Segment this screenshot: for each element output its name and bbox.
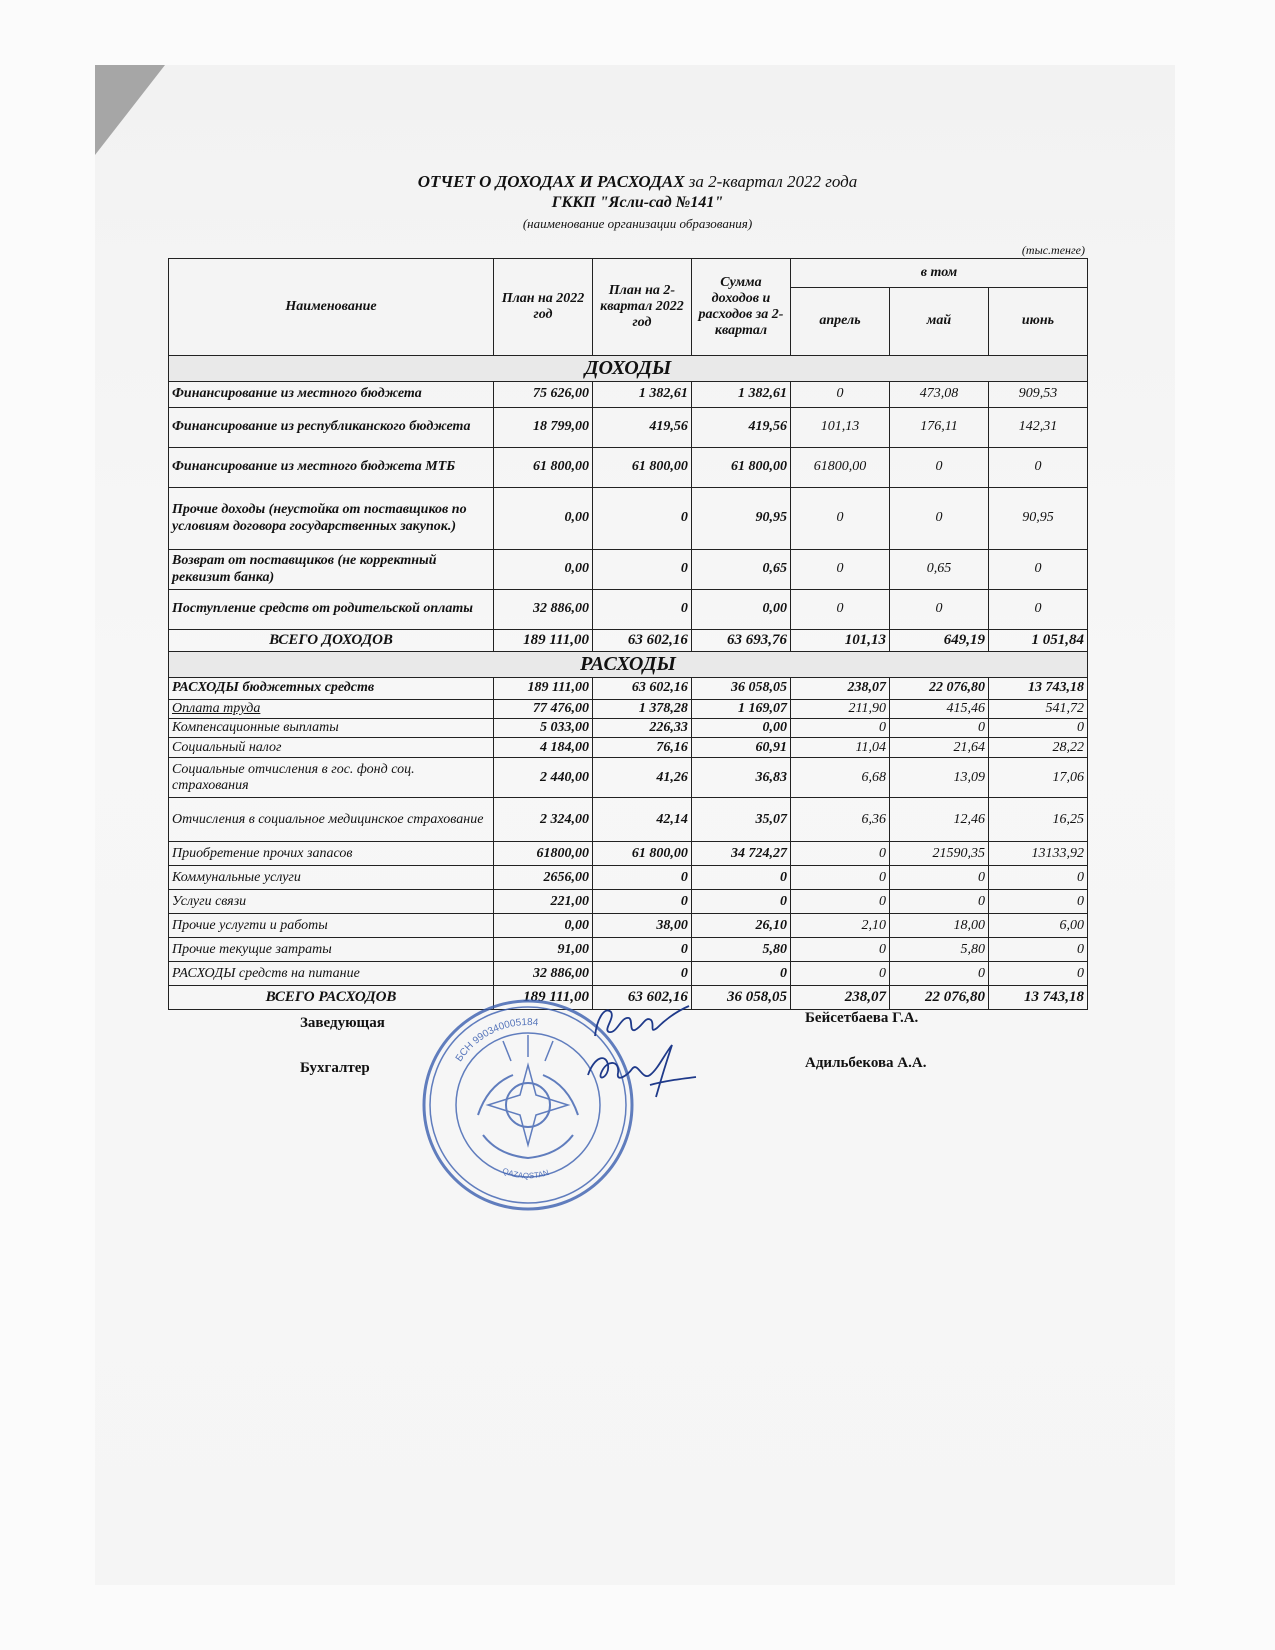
organization-name: ГККП "Ясли-сад №141" [551, 194, 724, 211]
cell-plan-quarter: 41,26 [592, 758, 691, 798]
cell-sum: 36 058,05 [691, 678, 790, 700]
cell-plan-quarter: 0 [592, 550, 691, 590]
cell-plan-year: 77 476,00 [494, 700, 593, 719]
table-row [169, 938, 1088, 962]
cell-sum: 90,95 [691, 488, 790, 550]
cell-june: 909,53 [988, 382, 1087, 408]
cell-plan-quarter: 61 800,00 [592, 448, 691, 488]
row-name-bold: РАСХОДЫ [172, 680, 239, 696]
cell-june: 0 [988, 550, 1087, 590]
cell-april: 238,07 [791, 986, 890, 1010]
head-name: Бейсетбаева Г.А. [805, 1010, 919, 1026]
expense-section-row [169, 652, 1088, 678]
cell-april: 0 [791, 962, 890, 986]
cell-may: 0,65 [890, 550, 989, 590]
cell-may: 12,46 [890, 798, 989, 842]
cell-plan-quarter: 38,00 [592, 914, 691, 938]
cell-april: 211,90 [791, 700, 890, 719]
income-total-row [169, 630, 1088, 652]
seal-country-text: QAZAQSTAN [501, 1166, 550, 1181]
cell-plan-quarter: 0 [592, 962, 691, 986]
cell-june: 0 [988, 938, 1087, 962]
header-including: в том [791, 259, 1088, 288]
cell-april: 0 [791, 938, 890, 962]
cell-plan-year: 5 033,00 [494, 719, 593, 738]
header-may: май [890, 288, 989, 356]
cell-plan-quarter: 76,16 [592, 738, 691, 758]
cell-plan-year: 189 111,00 [494, 678, 593, 700]
row-name: Финансирование из местного бюджета [169, 382, 494, 408]
income-section-title: ДОХОДЫ [169, 356, 1088, 382]
cell-sum: 0 [691, 890, 790, 914]
cell-june: 0 [988, 890, 1087, 914]
row-name: Социальный налог [169, 738, 494, 758]
cell-plan-year: 221,00 [494, 890, 593, 914]
cell-plan-year: 61 800,00 [494, 448, 593, 488]
head-label: Заведующая [300, 1015, 385, 1031]
cell-plan-quarter: 1 378,28 [592, 700, 691, 719]
row-name: Отчисления в социальное медицинское страхование [169, 798, 494, 842]
row-name: Услуги связи [169, 890, 494, 914]
cell-may: 0 [890, 962, 989, 986]
organization-caption: (наименование организации образования) [522, 216, 753, 231]
row-name: Прочие текущие затраты [169, 938, 494, 962]
svg-text:QAZAQSTAN [501, 1166, 550, 1180]
header-plan-year: План на 2022 год [494, 259, 593, 356]
cell-plan-quarter: 63 602,16 [592, 678, 691, 700]
row-name: Возврат от поставщиков (не корректный реквизит банка) [169, 550, 494, 590]
cell-april: 101,13 [791, 630, 890, 652]
budget-expense-row [169, 678, 1088, 700]
cell-april: 0 [791, 719, 890, 738]
cell-may: 13,09 [890, 758, 989, 798]
header-june: июнь [988, 288, 1087, 356]
cell-may: 5,80 [890, 938, 989, 962]
cell-plan-year: 32 886,00 [494, 590, 593, 630]
table-row [169, 758, 1088, 798]
cell-plan-year: 91,00 [494, 938, 593, 962]
row-name: Прочие доходы (неустойка от поставщиков по условиям договора государственных закупок.) [169, 488, 494, 550]
cell-plan-quarter: 42,14 [592, 798, 691, 842]
cell-may: 0 [890, 590, 989, 630]
cell-plan-quarter: 1 382,61 [592, 382, 691, 408]
cell-may: 18,00 [890, 914, 989, 938]
cell-sum: 63 693,76 [691, 630, 790, 652]
cell-may: 21590,35 [890, 842, 989, 866]
cell-sum: 60,91 [691, 738, 790, 758]
row-name: Оплата труда [169, 700, 494, 719]
cell-june: 13133,92 [988, 842, 1087, 866]
header-name: Наименование [169, 259, 494, 356]
cell-april: 101,13 [791, 408, 890, 448]
table-row [169, 382, 1088, 408]
cell-june: 541,72 [988, 700, 1087, 719]
cell-may: 0 [890, 488, 989, 550]
cell-plan-year: 0,00 [494, 550, 593, 590]
cell-april: 6,68 [791, 758, 890, 798]
cell-june: 0 [988, 719, 1087, 738]
cell-sum: 36,83 [691, 758, 790, 798]
cell-plan-quarter: 0 [592, 590, 691, 630]
cell-may: 415,46 [890, 700, 989, 719]
cell-june: 28,22 [988, 738, 1087, 758]
cell-plan-quarter: 63 602,16 [592, 986, 691, 1010]
row-name: Прочие услугти и работы [169, 914, 494, 938]
cell-plan-quarter: 419,56 [592, 408, 691, 448]
income-section-row [169, 356, 1088, 382]
row-name-rest: бюджетных средств [239, 680, 375, 696]
row-name: Коммунальные услуги [169, 866, 494, 890]
row-name: РАСХОДЫ средств на питание [169, 962, 494, 986]
cell-june: 0 [988, 866, 1087, 890]
row-name: ВСЕГО ДОХОДОВ [169, 630, 494, 652]
cell-june: 142,31 [988, 408, 1087, 448]
cell-sum: 36 058,05 [691, 986, 790, 1010]
header-plan-quarter: План на 2-квартал 2022 год [592, 259, 691, 356]
accountant-signature-icon [580, 1035, 700, 1105]
report-title-block [0, 172, 1275, 232]
table-row [169, 408, 1088, 448]
cell-may: 21,64 [890, 738, 989, 758]
report-title-main: ОТЧЕТ О ДОХОДАХ И РАСХОДАХ [417, 172, 685, 191]
cell-plan-quarter: 61 800,00 [592, 842, 691, 866]
table-row [169, 590, 1088, 630]
cell-plan-year: 0,00 [494, 488, 593, 550]
cell-plan-quarter: 63 602,16 [592, 630, 691, 652]
row-name: Финансирование из республиканского бюджета [169, 408, 494, 448]
row-name: Поступление средств от родительской оплаты [169, 590, 494, 630]
cell-may: 22 076,80 [890, 986, 989, 1010]
cell-sum: 26,10 [691, 914, 790, 938]
header-april: апрель [791, 288, 890, 356]
cell-april: 0 [791, 890, 890, 914]
cell-sum: 0 [691, 962, 790, 986]
cell-sum: 0,00 [691, 719, 790, 738]
table-row [169, 890, 1088, 914]
cell-sum: 1 169,07 [691, 700, 790, 719]
cell-june: 1 051,84 [988, 630, 1087, 652]
cell-may: 176,11 [890, 408, 989, 448]
cell-april: 6,36 [791, 798, 890, 842]
cell-sum: 0 [691, 866, 790, 890]
cell-sum: 1 382,61 [691, 382, 790, 408]
folded-corner [95, 65, 165, 155]
cell-plan-year: 32 886,00 [494, 962, 593, 986]
cell-plan-year: 4 184,00 [494, 738, 593, 758]
table-row [169, 738, 1088, 758]
cell-sum: 61 800,00 [691, 448, 790, 488]
table-header-row [169, 259, 1088, 288]
cell-plan-quarter: 0 [592, 938, 691, 962]
table-row [169, 842, 1088, 866]
cell-june: 13 743,18 [988, 986, 1087, 1010]
cell-may: 649,19 [890, 630, 989, 652]
cell-sum: 0,65 [691, 550, 790, 590]
cell-june: 6,00 [988, 914, 1087, 938]
cell-sum: 419,56 [691, 408, 790, 448]
cell-june: 0 [988, 590, 1087, 630]
cell-april: 61800,00 [791, 448, 890, 488]
cell-may: 0 [890, 890, 989, 914]
income-expense-table [168, 258, 1088, 1010]
cell-april: 0 [791, 866, 890, 890]
cell-april: 0 [791, 488, 890, 550]
table-row [169, 798, 1088, 842]
cell-plan-year: 189 111,00 [494, 630, 593, 652]
header-sum: Сумма доходов и расходов за 2-квартал [691, 259, 790, 356]
row-name: Компенсационные выплаты [169, 719, 494, 738]
cell-april: 0 [791, 550, 890, 590]
row-name [169, 678, 494, 700]
cell-may: 0 [890, 719, 989, 738]
cell-june: 16,25 [988, 798, 1087, 842]
table-row [169, 550, 1088, 590]
cell-may: 0 [890, 866, 989, 890]
cell-april: 238,07 [791, 678, 890, 700]
cell-plan-year: 75 626,00 [494, 382, 593, 408]
accountant-name: Адильбекова А.А. [805, 1055, 927, 1071]
cell-april: 11,04 [791, 738, 890, 758]
row-name: Социальные отчисления в гос. фонд соц. страхования [169, 758, 494, 798]
row-name: Приобретение прочих запасов [169, 842, 494, 866]
cell-may: 0 [890, 448, 989, 488]
cell-plan-year: 18 799,00 [494, 408, 593, 448]
cell-sum: 5,80 [691, 938, 790, 962]
cell-plan-year: 61800,00 [494, 842, 593, 866]
cell-april: 0 [791, 842, 890, 866]
table-row [169, 719, 1088, 738]
table-row [169, 448, 1088, 488]
cell-plan-year: 189 111,00 [494, 986, 593, 1010]
cell-april: 0 [791, 382, 890, 408]
cell-june: 17,06 [988, 758, 1087, 798]
currency-units: (тыс.тенге) [1021, 243, 1085, 257]
cell-sum: 35,07 [691, 798, 790, 842]
seal-bin-text: БСН 990340005184 [453, 1016, 539, 1064]
row-name: ВСЕГО РАСХОДОВ [169, 986, 494, 1010]
cell-april: 2,10 [791, 914, 890, 938]
table-row [169, 914, 1088, 938]
cell-june: 0 [988, 448, 1087, 488]
cell-june: 90,95 [988, 488, 1087, 550]
table-row [169, 962, 1088, 986]
accountant-label: Бухгалтер [300, 1060, 370, 1076]
cell-plan-quarter: 0 [592, 890, 691, 914]
cell-plan-quarter: 0 [592, 488, 691, 550]
cell-plan-year: 0,00 [494, 914, 593, 938]
cell-may: 473,08 [890, 382, 989, 408]
cell-sum: 34 724,27 [691, 842, 790, 866]
table-row [169, 700, 1088, 719]
table-row [169, 866, 1088, 890]
report-title [0, 172, 1275, 192]
cell-plan-quarter: 0 [592, 866, 691, 890]
cell-sum: 0,00 [691, 590, 790, 630]
cell-june: 0 [988, 962, 1087, 986]
table-row [169, 488, 1088, 550]
cell-june: 13 743,18 [988, 678, 1087, 700]
expense-section-title: РАСХОДЫ [169, 652, 1088, 678]
row-name: Финансирование из местного бюджета МТБ [169, 448, 494, 488]
cell-plan-year: 2 324,00 [494, 798, 593, 842]
cell-april: 0 [791, 590, 890, 630]
report-title-period: за 2-квартал 2022 года [684, 172, 858, 191]
cell-may: 22 076,80 [890, 678, 989, 700]
cell-plan-year: 2 440,00 [494, 758, 593, 798]
cell-plan-year: 2656,00 [494, 866, 593, 890]
cell-plan-quarter: 226,33 [592, 719, 691, 738]
